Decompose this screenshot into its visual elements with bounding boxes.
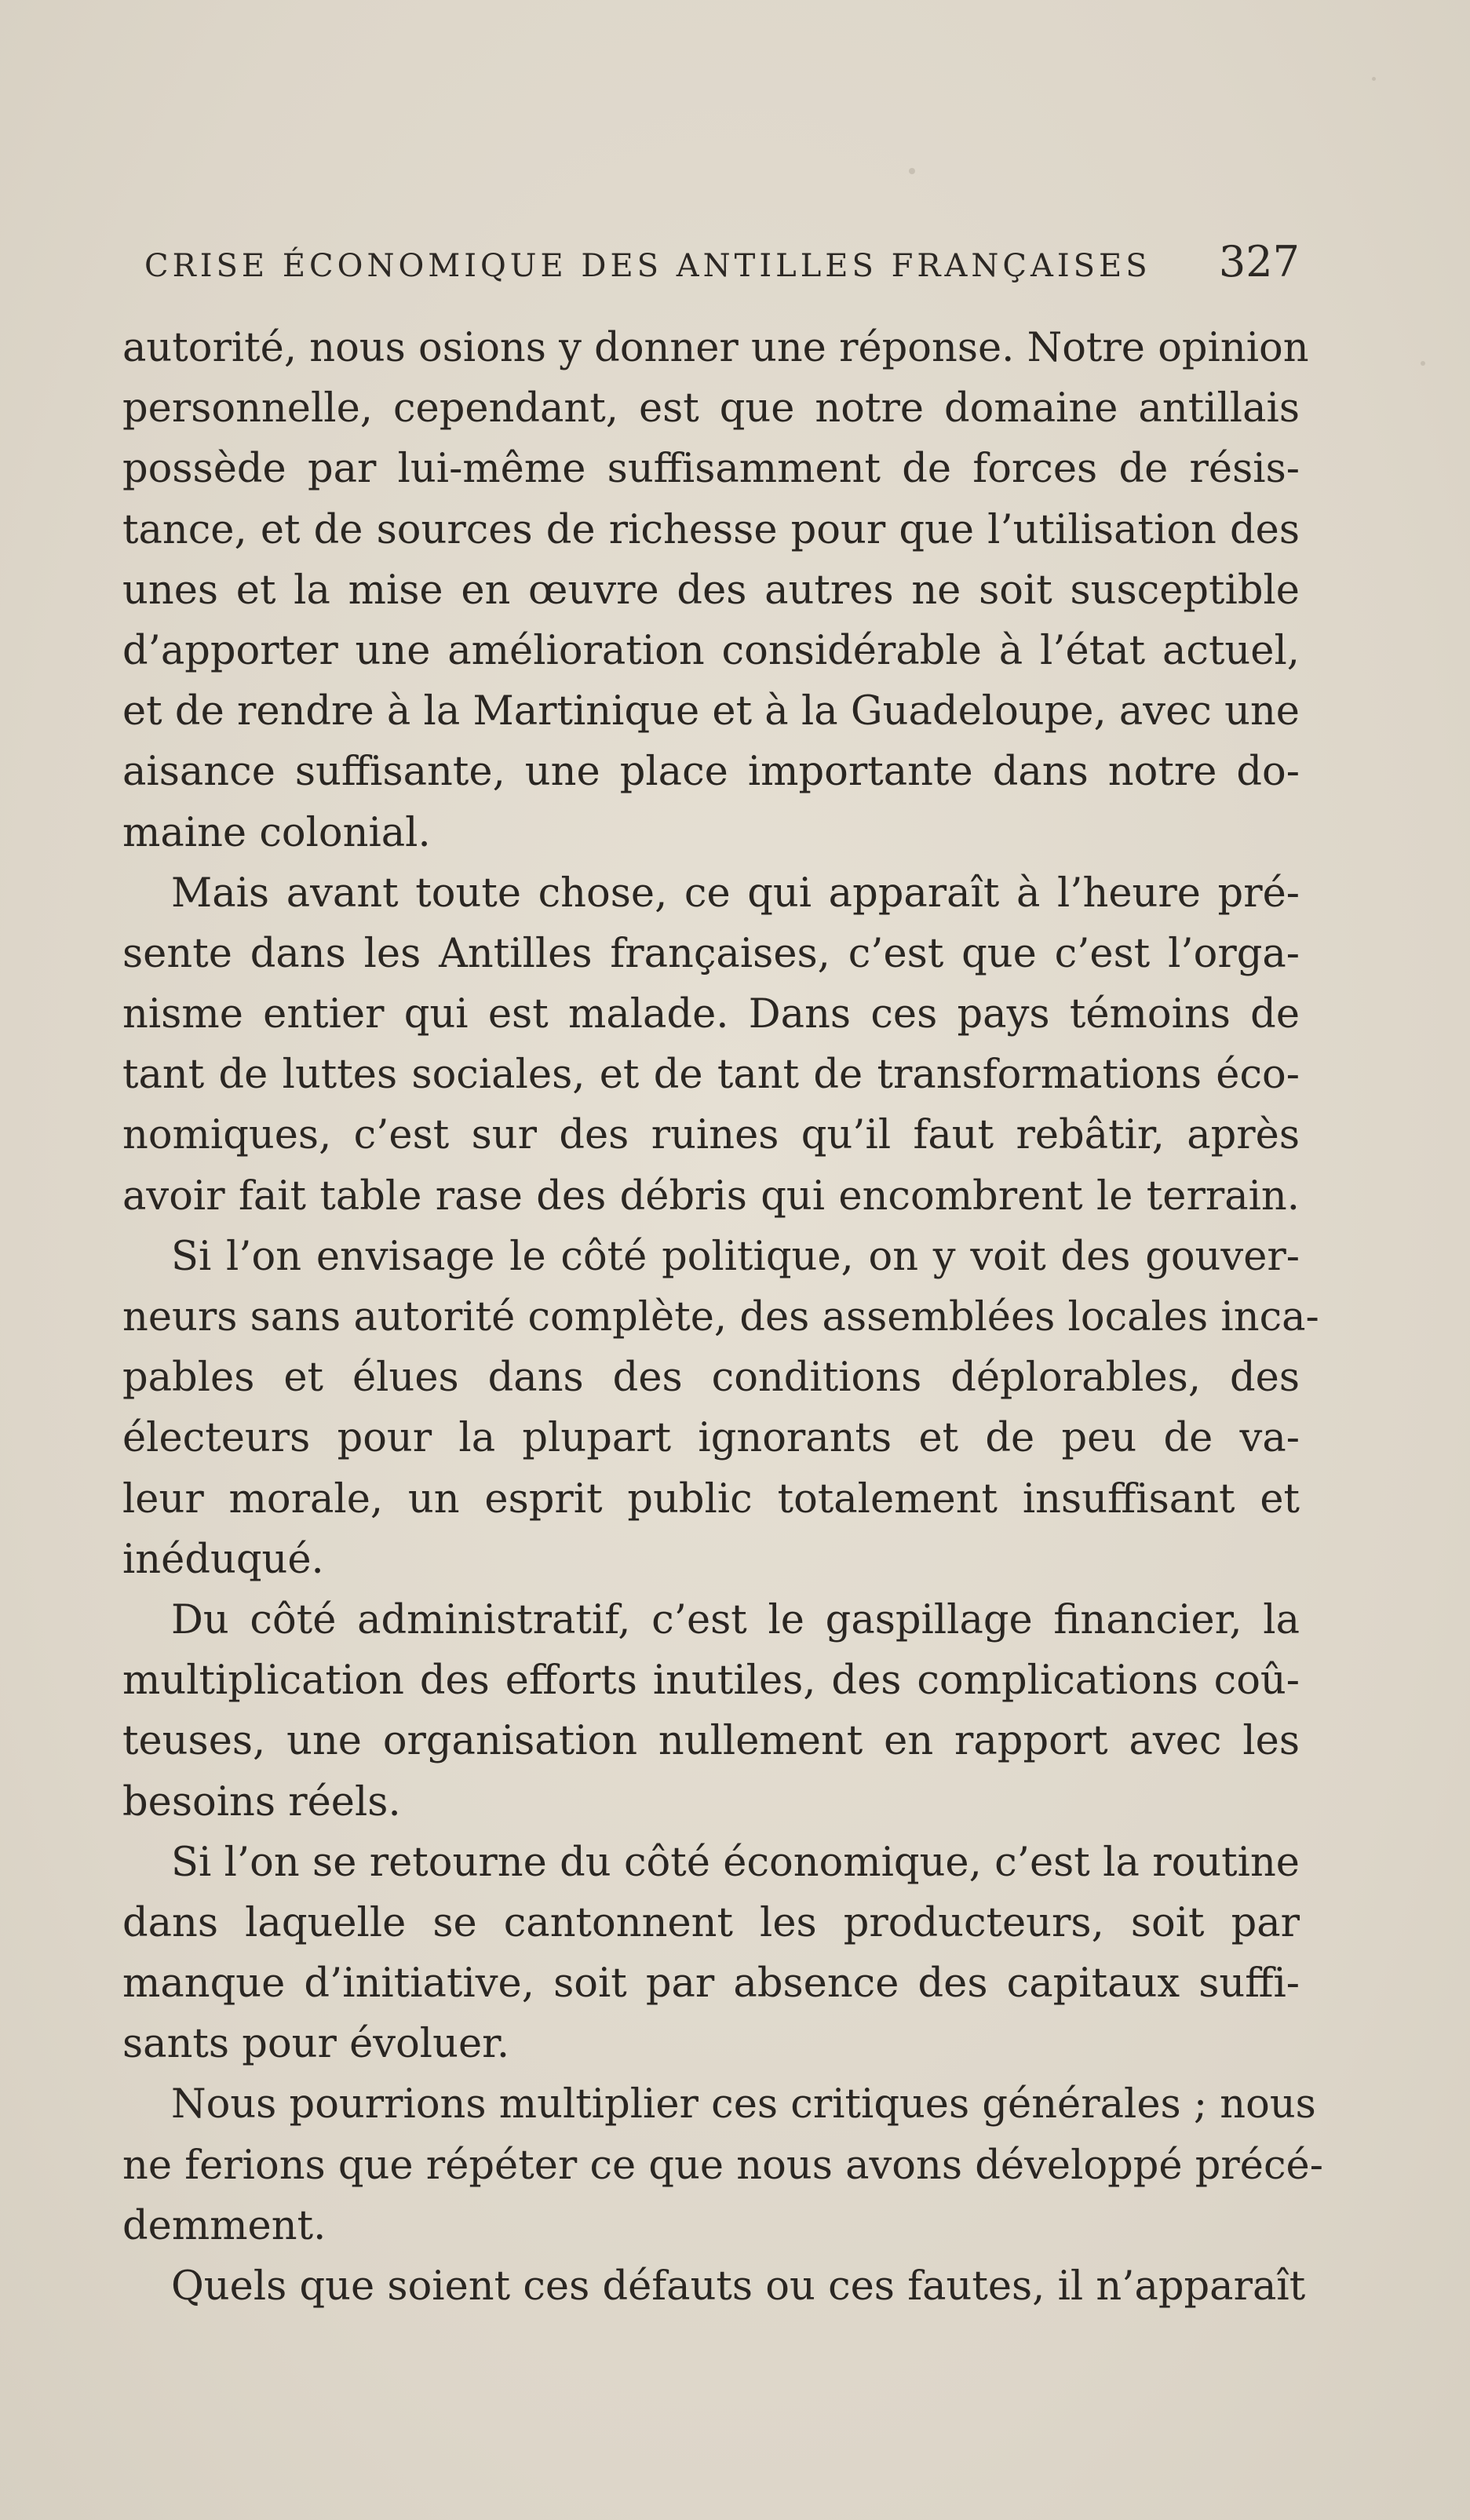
text-line: besoins réels. bbox=[122, 1778, 401, 1825]
text-line: aisance suffisante, une place importante dans notre do- bbox=[122, 749, 1300, 796]
text-line: teuses, une organisation nullement en rapport avec les bbox=[122, 1718, 1300, 1765]
paragraph-first-line: Quels que soient ces défauts ou ces fautes, il n’apparaît bbox=[171, 2263, 1306, 2310]
text-line: sants pour évoluer. bbox=[122, 2021, 510, 2068]
text-line: demment. bbox=[122, 2202, 326, 2249]
text-line: tant de luttes sociales, et de tant de transformations éco- bbox=[122, 1052, 1300, 1099]
text-line: nomiques, c’est sur des ruines qu’il faut rebâtir, après bbox=[122, 1112, 1300, 1159]
text-line: maine colonial. bbox=[122, 809, 431, 856]
text-line: leur morale, un esprit public totalement insuffisant et bbox=[122, 1475, 1300, 1523]
paragraph-first-line: Nous pourrions multiplier ces critiques générales ; nous bbox=[171, 2081, 1316, 2128]
body-text bbox=[122, 318, 1323, 2317]
paper-speck bbox=[1421, 361, 1425, 366]
running-head: CRISE ÉCONOMIQUE DES ANTILLES FRANÇAISES bbox=[144, 248, 1151, 284]
paper-speck bbox=[909, 168, 915, 174]
text-line: ne ferions que répéter ce que nous avons développé précé- bbox=[122, 2142, 1323, 2189]
text-line: personnelle, cependant, est que notre domaine antillais bbox=[122, 385, 1300, 432]
text-line: nisme entier qui est malade. Dans ces pays témoins de bbox=[122, 991, 1300, 1038]
text-line: possède par lui-même suffisamment de forces de résis- bbox=[122, 446, 1300, 493]
text-line: autorité, nous osions y donner une réponse. Notre opinion bbox=[122, 325, 1309, 371]
paragraph-first-line: Si l’on se retourne du côté économique, c’est la routine bbox=[171, 1839, 1300, 1886]
paragraph-first-line: Mais avant toute chose, ce qui apparaît à l’heure pré- bbox=[171, 870, 1300, 917]
text-line: neurs sans autorité complète, des assemblées locales inca- bbox=[122, 1294, 1319, 1340]
text-line: électeurs pour la plupart ignorants et de peu de va- bbox=[122, 1415, 1300, 1462]
text-line: pables et élues dans des conditions déplorables, des bbox=[122, 1355, 1300, 1402]
text-line: tance, et de sources de richesse pour que l’utilisation des bbox=[122, 506, 1300, 553]
paragraph-first-line: Si l’on envisage le côté politique, on y voit des gouver- bbox=[171, 1233, 1300, 1280]
page-header bbox=[122, 235, 1300, 298]
text-line: dans laquelle se cantonnent les producteurs, soit par bbox=[122, 1899, 1300, 1946]
text-line: et de rendre à la Martinique et à la Guadeloupe, avec une bbox=[122, 688, 1300, 735]
page-number: 327 bbox=[1218, 237, 1300, 286]
text-line: sente dans les Antilles françaises, c’est que c’est l’orga- bbox=[122, 930, 1300, 977]
paper-speck bbox=[1372, 77, 1376, 81]
text-line: manque d’initiative, soit par absence des capitaux suffi- bbox=[122, 1960, 1300, 2008]
text-line: avoir fait table rase des débris qui encombrent le terrain. bbox=[122, 1172, 1300, 1220]
text-line: unes et la mise en œuvre des autres ne soit susceptible bbox=[122, 567, 1300, 614]
text-line: multiplication des efforts inutiles, des complications coû- bbox=[122, 1658, 1300, 1705]
text-line: inéduqué. bbox=[122, 1536, 324, 1583]
text-line: d’apporter une amélioration considérable à l’état actuel, bbox=[122, 627, 1300, 674]
paragraph-first-line: Du côté administratif, c’est le gaspillage financier, la bbox=[171, 1596, 1300, 1643]
